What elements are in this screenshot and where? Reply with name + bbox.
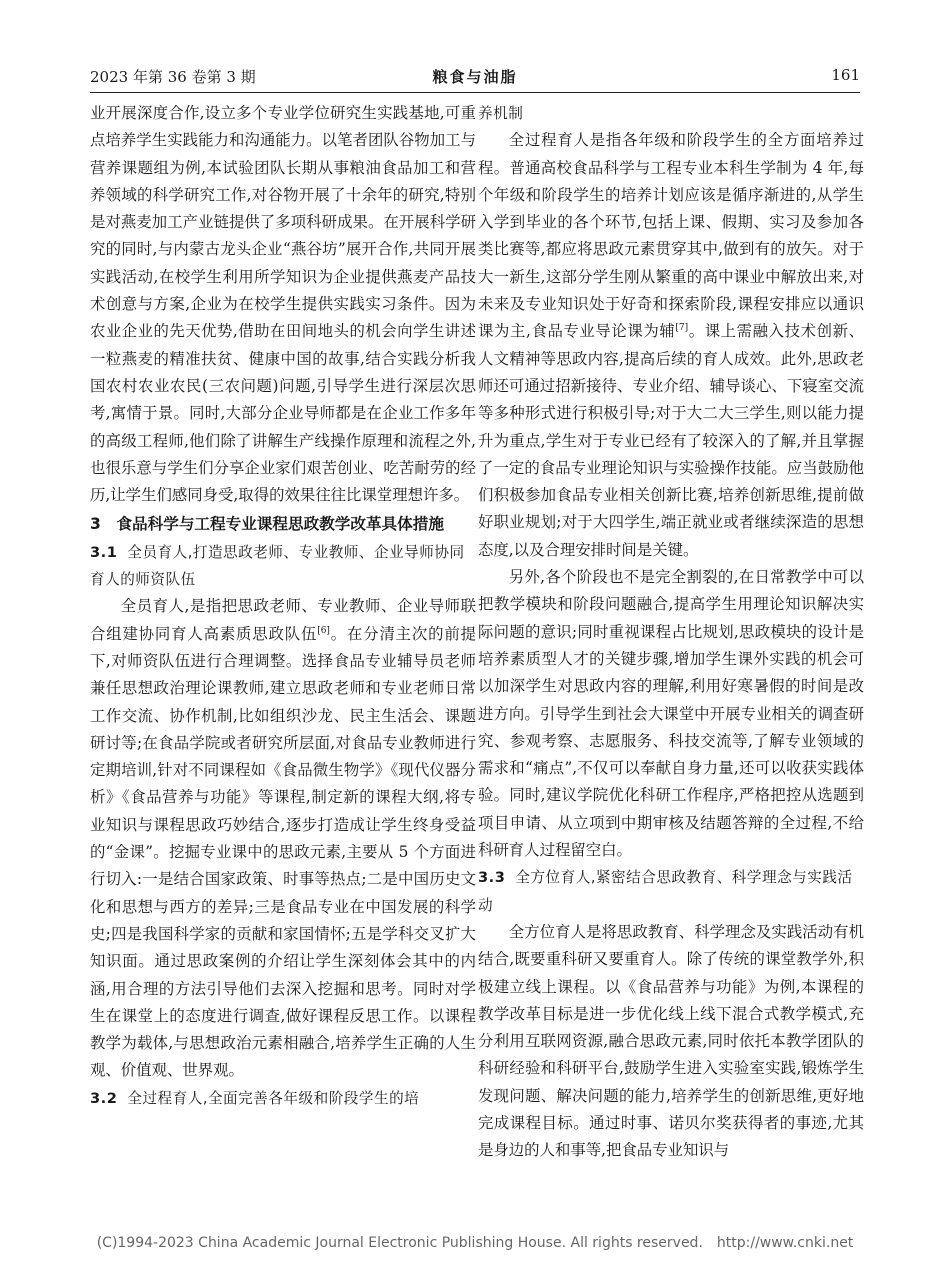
subsection-number: 3.1 <box>90 543 118 561</box>
subsection-3-1-heading <box>90 539 476 594</box>
paragraph-whole-process <box>478 127 864 564</box>
subsection-3-3-heading <box>478 864 864 919</box>
page-number: 161 <box>831 66 860 84</box>
subsection-3-2-heading-cont: 养机制 <box>478 105 524 122</box>
paragraph-all-aspects: 全方位育人是将思政教育、科学理念及实践活动有机结合,既要重科研又要重育人。除了传统的课堂教学外,积极建立线上课程。以《食品营养与功能》为例,本课程的教学改革目标是进一步优化线上线下混合式教学模式,充分利用互联网资源,融合思政元素,同时依托本教学团队的科研经验和科研平台,鼓励学生进入实验室实践,锻炼学生发现问题、解决问题的能力,培养学生的创新思维,更好地完成课程目标。通过时事、诺贝尔奖获得者的事迹,尤其是身边的人和事等,把食品专业知识与 <box>478 922 864 1160</box>
right-column <box>478 100 864 1165</box>
paragraph-text: 。在分清主次的前提下,对师资队伍进行合理调整。选择食品专业辅导员老师兼任思想政治理论课教师,建立思政老师和专业老师日常工作交流、协作机制,比如组织沙龙、民主生活会、课题研讨等;在食品学院或者研究所层面,对食品专业教师进行定期培训,针对不同课程如《食品微生物学》《现代仪器分析》《食品营养与功能》等课程,制定新的课程大纲,将专业知识与课程思政巧妙结合,逐步打造成让学生终身受益的“金课”。挖掘专业课中的思政元素,主要从 5 个方面进行切入:一是结合国家政策、时事等热点;二是中国历史文化和思想与西方的差异;三是食品专业在中国发展的科学史;四是我国科学家的贡献和家国情怀;五是学科交叉扩大知识面。通过思政案例的介绍让学生深刻体会其中的内涵,用合理的方法引导他们去深入挖掘和思考。同时对学生在课堂上的态度进行调查,做好课程反思工作。以课程教学为载体,与思想政治元素相融合,培养学生正确的人生观、价值观、世界观。 <box>90 624 476 1080</box>
subsection-number: 3.2 <box>90 1089 118 1107</box>
section-3-heading: 3 食品科学与工程专业课程思政教学改革具体措施 <box>90 515 444 534</box>
subsection-title: 全方位育人,紧密结合思政教育、科学理念与实践活动 <box>478 869 853 914</box>
left-column <box>90 100 476 1112</box>
paragraph-continued: 业开展深度合作,设立多个专业学位研究生实践基地,可重点培养学生实践能力和沟通能力。以笔者团队谷物加工与营养课题组为例,本试验团队长期从事粮油食品加工和营养领域的科学研究工作,对谷物开展了十余年的研究,特别是对燕麦加工产业链提供了多项科研成果。在开展科学研究的同时,与内蒙古龙头企业“燕谷坊”展开合作,共同开展实践活动,在校学生利用所学知识为企业提供燕麦产品技术创意与方案,企业为在校学生提供实践实习条件。因为农业企业的先天优势,借助在田间地头的机会向学生讲述一粒燕麦的精准扶贫、健康中国的故事,结合实践分析我国农村农业农民(三农问题)问题,引导学生进行深层次思考,寓情于景。同时,大部分企业导师都是在企业工作多年的高级工程师,他们除了讲解生产线操作原理和流程之外,也很乐意与学生们分享企业家们艰苦创业、吃苦耐劳的经历,让学生们感同身受,取得的效果往往比课堂理想许多。 <box>90 104 476 505</box>
citation-7: [7] <box>675 323 689 334</box>
paragraph-text: 。课上需融入技术创新、人文精神等思政内容,提高后续的育人成效。此外,思政老师还可通过招新接待、专业介绍、辅导谈心、下寝室交流等多种形式进行积极引导;对于大二大三学生,则以能力提升为重点,学生对于专业已经有了较深入的了解,并且掌握了一定的食品专业理论知识与实验操作技能。应当鼓励他们积极参加食品专业相关创新比赛,培养创新思维,提前做好职业规划;对于大四学生,端正就业或者继续深造的思想态度,以及合理安排时间是关键。 <box>478 322 864 559</box>
paragraph-text: 全过程育人是指各年级和阶段学生的全方面培养过程。普通高校食品科学与工程专业本科生学制为 4 年,每个年级和阶段学生的培养计划应该是循序渐进的,从学生入学到毕业的各个环节,包括上课、假期、实习及参加各类比赛等,都应将思政元素贯穿其中,做到有的放矢。对于大一新生,这部分学生刚从繁重的高中课业中解放出来,对未来及专业知识处于好奇和探索阶段,课程安排应以通识课为主,食品专业导论课为辅 <box>478 131 864 341</box>
paragraph-all-staff <box>90 593 476 1084</box>
citation-6: [6] <box>317 625 330 636</box>
running-header <box>90 60 860 93</box>
subsection-number: 3.3 <box>478 869 506 887</box>
copyright-footer: (C)1994-2023 China Academic Journal Electronic Publishing House. All rights reserved. http://www.cnki.net <box>96 1235 854 1251</box>
subsection-3-2-heading <box>90 1085 476 1112</box>
paragraph-stages: 另外,各个阶段也不是完全割裂的,在日常教学中可以把教学模块和阶段问题融合,提高学生用理论知识解决实际问题的意识;同时重视课程占比规划,思政模块的设计是培养素质型人才的关键步骤,增加学生课外实践的机会可以加深学生对思政内容的理解,利用好寒暑假的时间是改进方向。引导学生到社会大课堂中开展专业相关的调查研究、参观考察、志愿服务、科技交流等,了解专业领域的需求和“痛点”,不仅可以奉献自身力量,还可以收获实践体验。同时,建议学院优化科研工作程序,严格把控从选题到项目申请、从立项到中期审核及结题答辩的全过程,不给科研育人过程留空白。 <box>478 568 864 860</box>
subsection-title: 全员育人,打造思政老师、专业教师、企业导师协同育人的师资队伍 <box>90 543 465 589</box>
paragraph-text: 全员育人,是指把思政老师、专业教师、企业导师联合组建协同育人高素质思政队伍 <box>90 597 476 643</box>
journal-issue: 2023 年第 36 卷第 3 期 <box>90 68 256 86</box>
subsection-title: 全过程育人,全面完善各年级和阶段学生的培 <box>127 1089 420 1107</box>
journal-title: 粮食与油脂 <box>432 68 518 86</box>
